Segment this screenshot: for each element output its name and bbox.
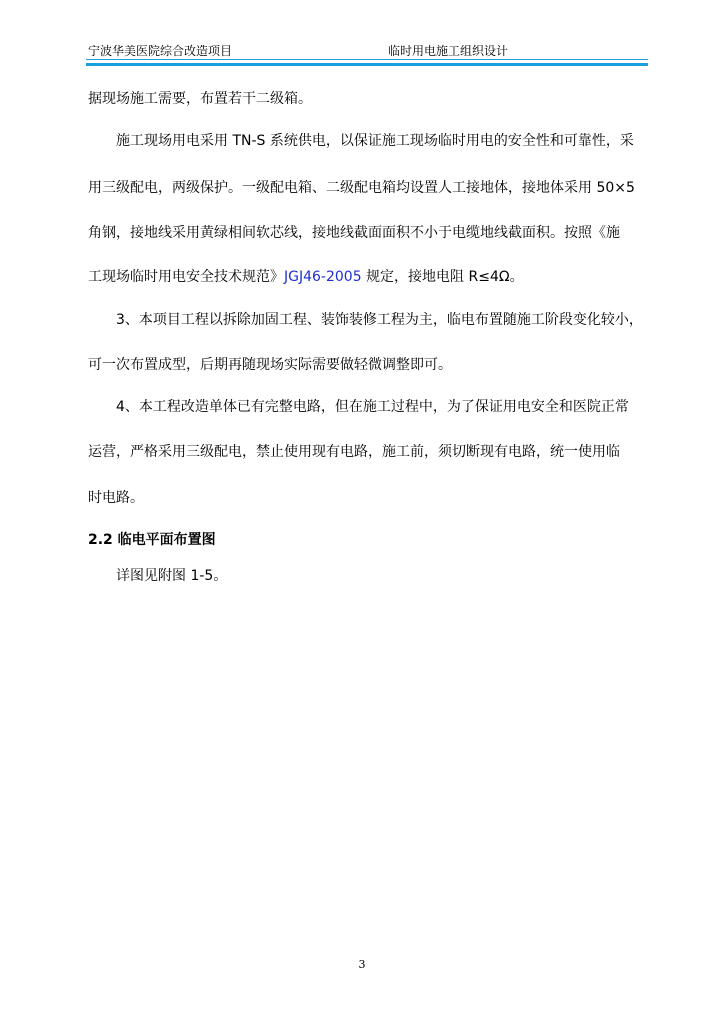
paragraph-line <box>88 266 668 286</box>
paragraph-line: 运营，严格采用三级配电，禁止使用现有电路，施工前，须切断现有电路，统一使用临 <box>88 444 620 460</box>
paragraph-line: 用三级配电，两级保护。一级配电箱、二级配电箱均设置人工接地体，接地体采用 50×5 <box>88 180 635 196</box>
paragraph-text: 规定，接地电阻 R≤4Ω。 <box>361 269 524 285</box>
page-number: 3 <box>358 958 366 971</box>
paragraph-line: 据现场施工需要，布置若干二级箱。 <box>88 91 312 107</box>
paragraph-line: 时电路。 <box>88 490 144 506</box>
paragraph-line: 4、本工程改造单体已有完整电路，但在施工过程中，为了保证用电安全和医院正常 <box>116 399 629 415</box>
header-rule-thin <box>86 59 648 60</box>
paragraph-line: 角钢，接地线采用黄绿相间软芯线，接地线截面面积不小于电缆地线截面积。按照《施 <box>88 225 620 241</box>
standard-link[interactable]: JGJ46-2005 <box>284 269 362 285</box>
section-heading: 2.2 临电平面布置图 <box>88 532 216 548</box>
header-doc-title: 临时用电施工组织设计 <box>388 44 509 58</box>
paragraph-line: 3、本项目工程以拆除加固工程、装饰装修工程为主，临电布置随施工阶段变化较小， <box>116 312 643 328</box>
header-rule-thick <box>86 63 648 66</box>
paragraph-line: 可一次布置成型，后期再随现场实际需要做轻微调整即可。 <box>88 357 452 373</box>
paragraph-line: 施工现场用电采用 TN-S 系统供电，以保证施工现场临时用电的安全性和可靠性，采 <box>116 133 634 149</box>
paragraph-line: 详图见附图 1-5。 <box>116 568 228 584</box>
header-project: 宁波华美医院综合改造项目 <box>88 44 233 58</box>
paragraph-text: 工现场临时用电安全技术规范》 <box>88 269 284 285</box>
